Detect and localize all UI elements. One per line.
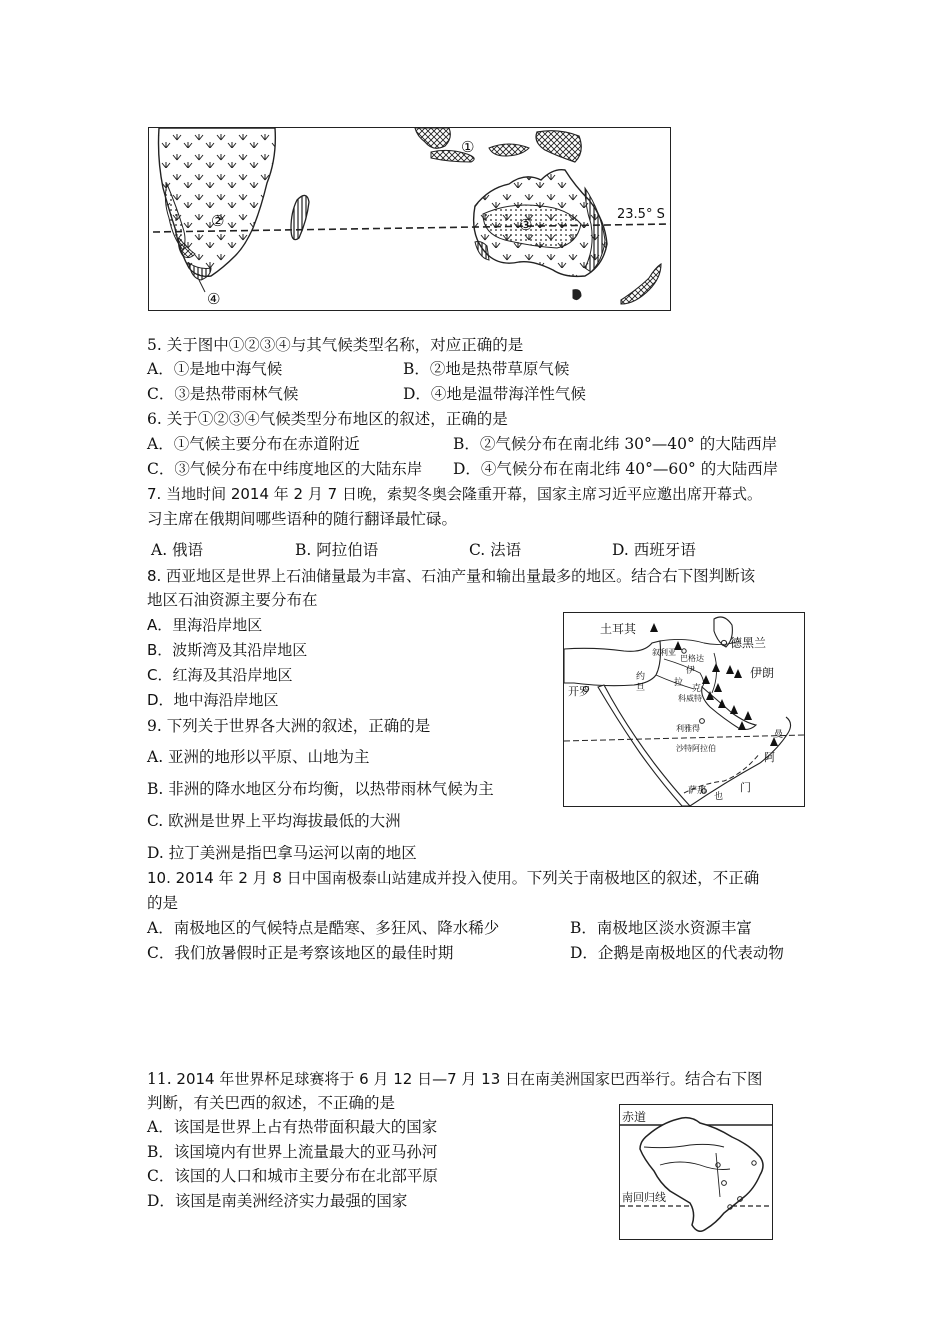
border-4 bbox=[712, 653, 717, 693]
q5-option-c[interactable]: C．③是热带雨林气候 bbox=[147, 385, 299, 403]
q9-option-a[interactable]: A. 亚洲的地形以平原、山地为主 bbox=[147, 748, 370, 766]
q11-stem-line2: 判断，有关巴西的叙述，不正确的是 bbox=[147, 1094, 396, 1112]
label-sanaa: 萨那 bbox=[688, 786, 707, 796]
label-tehran: 德黑兰 bbox=[730, 636, 767, 650]
brazil-map bbox=[619, 1104, 773, 1240]
q10-option-a[interactable]: A．南极地区的气候特点是酷寒、多狂风、降水稀少 bbox=[147, 919, 500, 937]
q11-stem-lead: 11. bbox=[147, 1070, 172, 1088]
q11-option-b[interactable]: B．该国境内有世界上流量最大的亚马孙河 bbox=[147, 1143, 438, 1161]
q11-stem bbox=[147, 1069, 763, 1089]
label-kuwait: 科威特 bbox=[678, 694, 702, 703]
marker-4: ④ bbox=[207, 290, 221, 308]
tropic-line-west-asia bbox=[564, 735, 804, 741]
climate-map bbox=[148, 127, 671, 311]
label-jordan-2: 旦 bbox=[636, 683, 646, 693]
brazil-map-drawing bbox=[620, 1105, 772, 1239]
q6-stem: 6. 关于①②③④气候类型分布地区的叙述，正确的是 bbox=[147, 410, 508, 428]
q8-option-a[interactable]: A．里海沿岸地区 bbox=[147, 616, 263, 634]
q6-option-d[interactable]: D．④气候分布在南北纬 40°—60° 的大陆西岸 bbox=[453, 460, 779, 478]
q7-stem: 7. 当地时间 2014 年 2 月 7 日晚，索契冬奥会隆重开幕，国家主席习近平应邀出席开幕式。 bbox=[147, 485, 762, 503]
q7-option-d[interactable]: D. 西班牙语 bbox=[612, 541, 696, 559]
label-men: 门 bbox=[740, 781, 751, 794]
label-equator: 赤道 bbox=[622, 1110, 647, 1124]
q5-option-a[interactable]: A．①是地中海气候 bbox=[147, 360, 283, 378]
q11-stem-bold: 2014 年世界杯足球赛将于 6 月 12 日—7 月 13 日在南美洲国家巴西举行。 bbox=[171, 1070, 686, 1088]
q5-option-b[interactable]: B．②地是热带草原气候 bbox=[403, 360, 570, 378]
label-iran: 伊朗 bbox=[750, 666, 775, 680]
q8-option-c[interactable]: C．红海及其沿岸地区 bbox=[147, 666, 293, 684]
west-asia-map-drawing bbox=[564, 613, 804, 806]
q11-option-a[interactable]: A．该国是世界上占有热带面积最大的国家 bbox=[147, 1118, 438, 1136]
mediterranean-coast bbox=[564, 641, 661, 686]
q9-option-d[interactable]: D. 拉丁美洲是指巴拿马运河以南的地区 bbox=[147, 844, 417, 862]
q5-option-d[interactable]: D．④地是温带海洋性气候 bbox=[403, 385, 586, 403]
label-yi: 伊 bbox=[686, 666, 696, 676]
q9-stem: 9. 下列关于世界各大洲的叙述，正确的是 bbox=[147, 717, 431, 735]
africa-outline bbox=[159, 128, 276, 276]
label-saudi: 沙特阿拉伯 bbox=[676, 744, 716, 753]
label-turkey: 土耳其 bbox=[600, 622, 637, 636]
q6-option-a[interactable]: A．①气候主要分布在赤道附近 bbox=[147, 435, 360, 453]
q10-stem-tail: 下列关于南极地区的叙述，不正确 bbox=[526, 869, 760, 887]
label-syria: 叙利亚 bbox=[652, 648, 676, 657]
q10-option-c[interactable]: C．我们放暑假时正是考察该地区的最佳时期 bbox=[147, 944, 454, 962]
q10-stem-line2: 的是 bbox=[147, 894, 179, 912]
q7-option-c[interactable]: C. 法语 bbox=[469, 541, 522, 559]
q6-option-b[interactable]: B．②气候分布在南北纬 30°—40° 的大陆西岸 bbox=[453, 435, 778, 453]
label-cairo: 开罗 bbox=[568, 685, 590, 698]
q9-option-c[interactable]: C. 欧洲是世界上平均海拔最低的大洲 bbox=[147, 812, 401, 830]
west-asia-map bbox=[563, 612, 805, 807]
new-zealand bbox=[621, 264, 661, 304]
label-man: 曼 bbox=[774, 730, 784, 740]
q7-option-b[interactable]: B. 阿拉伯语 bbox=[295, 541, 379, 559]
label-la: 拉 bbox=[674, 678, 684, 688]
q8-stem-tail: 结合右下图判断该 bbox=[631, 567, 756, 585]
label-ye: 也 bbox=[714, 792, 724, 802]
q7-option-a[interactable]: A. 俄语 bbox=[151, 541, 204, 559]
q8-option-d[interactable]: D．地中海沿岸地区 bbox=[147, 691, 279, 709]
marker-3: ③ bbox=[519, 216, 533, 234]
q10-stem bbox=[147, 868, 759, 888]
q6-option-c[interactable]: C．③气候分布在中纬度地区的大陆东岸 bbox=[147, 460, 423, 478]
label-riyadh: 利雅得 bbox=[676, 724, 700, 733]
q8-stem-bold: 8. 西亚地区是世界上石油储量最为丰富、石油产量和输出量最多的地区。 bbox=[147, 567, 632, 585]
q8-option-b[interactable]: B．波斯湾及其沿岸地区 bbox=[147, 641, 308, 659]
q8-stem bbox=[147, 566, 755, 586]
q11-stem-tail: 结合右下图 bbox=[685, 1070, 763, 1088]
marker-1: ① bbox=[461, 138, 475, 156]
q10-stem-bold: 10. 2014 年 2 月 8 日中国南极泰山站建成并投入使用。 bbox=[147, 869, 527, 887]
madagascar-outline bbox=[291, 195, 309, 239]
label-ke: 克 bbox=[692, 684, 702, 694]
label-a: 阿 bbox=[764, 751, 775, 764]
tasmania bbox=[573, 290, 581, 300]
marker-2: ② bbox=[211, 212, 225, 230]
sea-islands-3 bbox=[489, 144, 529, 156]
brazil-outline bbox=[640, 1118, 763, 1232]
q10-option-d[interactable]: D．企鹅是南极地区的代表动物 bbox=[570, 944, 784, 962]
q11-option-d[interactable]: D．该国是南美洲经济实力最强的国家 bbox=[147, 1192, 408, 1210]
label-baghdad: 巴格达 bbox=[680, 654, 704, 663]
label-tropic: 南回归线 bbox=[622, 1191, 666, 1204]
q10-option-b[interactable]: B．南极地区淡水资源丰富 bbox=[570, 919, 752, 937]
climate-map-drawing bbox=[149, 128, 670, 310]
q7-stem-line2: 习主席在俄期间哪些语种的随行翻译最忙碌。 bbox=[147, 510, 458, 528]
label-jordan-1: 约 bbox=[636, 672, 646, 682]
new-guinea bbox=[536, 131, 581, 162]
border-2 bbox=[664, 659, 704, 687]
q8-stem-line2: 地区石油资源主要分布在 bbox=[147, 591, 318, 609]
q5-stem: 5. 关于图中①②③④与其气候类型名称，对应正确的是 bbox=[147, 336, 524, 354]
latitude-label: 23.5° S bbox=[617, 207, 665, 222]
q9-option-b[interactable]: B. 非洲的降水地区分布均衡，以热带雨林气候为主 bbox=[147, 780, 494, 798]
sea-islands-1 bbox=[415, 128, 450, 148]
q11-option-c[interactable]: C．该国的人口和城市主要分布在北部平原 bbox=[147, 1167, 438, 1185]
